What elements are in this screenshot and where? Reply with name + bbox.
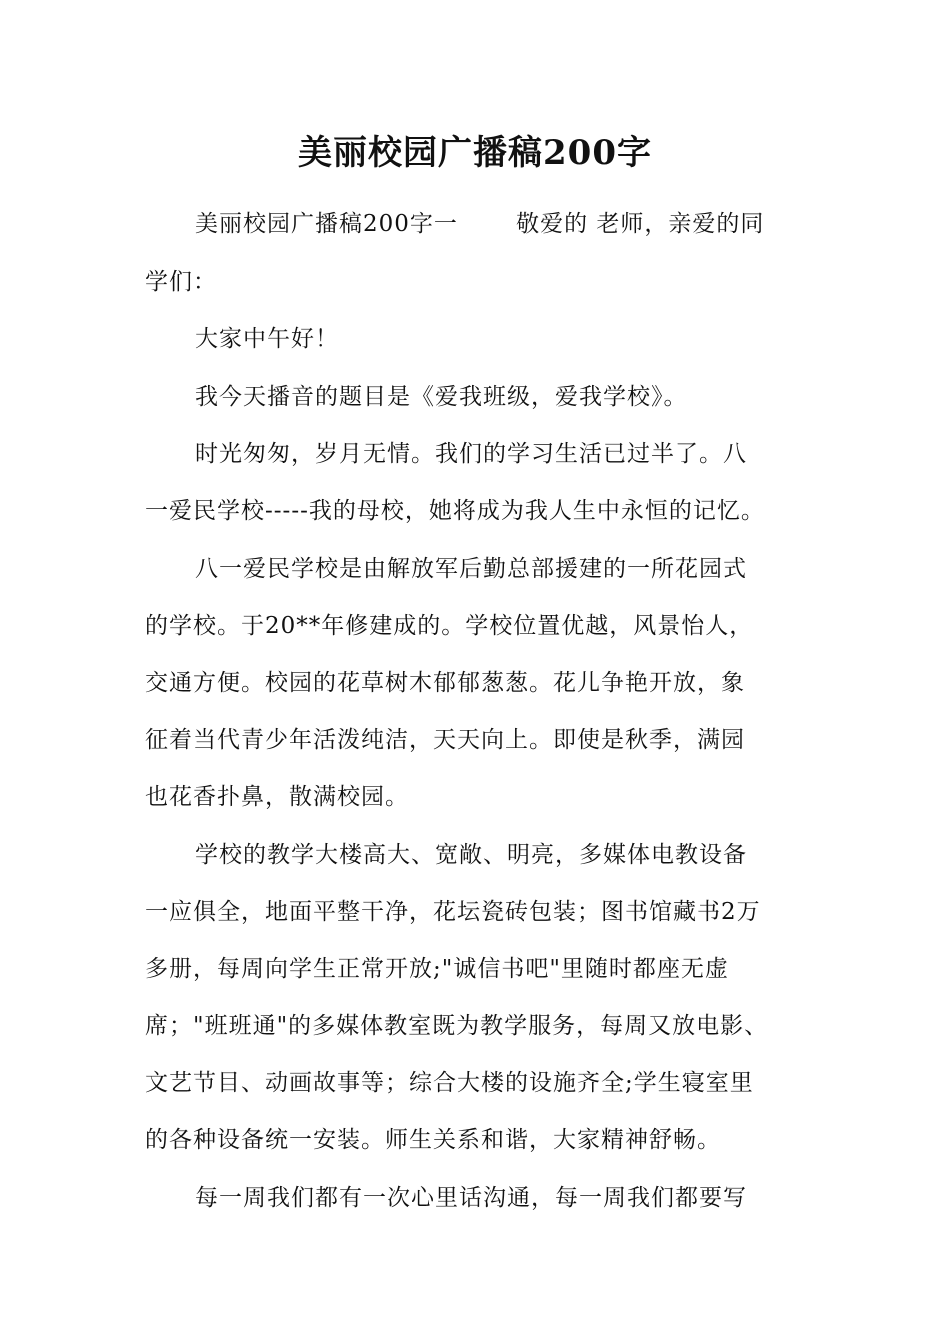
paragraph-line: 交通方便。校园的花草树木郁郁葱葱。花儿争艳开放，象 <box>145 670 745 696</box>
paragraph-line: 学校的教学大楼高大、宽敞、明亮，多媒体电教设备 <box>195 842 747 868</box>
paragraph-line: 也花香扑鼻，散满校园。 <box>145 784 409 810</box>
paragraph-line: 席；"班班通"的多媒体教室既为教学服务，每周又放电影、 <box>145 1013 769 1039</box>
paragraph-line: 文艺节目、动画故事等；综合大楼的设施齐全;学生寝室里 <box>145 1070 754 1096</box>
paragraph-line: 多册，每周向学生正常开放;"诚信书吧"里随时都座无虚 <box>145 956 729 982</box>
paragraph-line: 一应俱全，地面平整干净，花坛瓷砖包装；图书馆藏书2万 <box>145 899 761 925</box>
paragraph-line: 一爱民学校-----我的母校，她将成为我人生中永恒的记忆。 <box>145 498 765 524</box>
paragraph-line: 每一周我们都有一次心里话沟通，每一周我们都要写 <box>195 1185 747 1211</box>
document-title: 美丽校园广播稿200字 <box>298 133 652 173</box>
paragraph-line: 学们： <box>145 269 217 295</box>
paragraph-line: 八一爱民学校是由解放军后勤总部援建的一所花园式 <box>195 556 747 582</box>
paragraph-line: 美丽校园广播稿200字一 敬爱的 老师，亲爱的同 <box>195 211 765 237</box>
paragraph-line: 时光匆匆，岁月无情。我们的学习生活已过半了。八 <box>195 441 747 467</box>
paragraph-line: 大家中午好！ <box>195 326 339 352</box>
paragraph-line: 我今天播音的题目是《爱我班级，爱我学校》。 <box>195 384 688 410</box>
paragraph-line: 的各种设备统一安装。师生关系和谐，大家精神舒畅。 <box>145 1127 721 1153</box>
paragraph-line: 征着当代青少年活泼纯洁，天天向上。即使是秋季，满园 <box>145 727 745 753</box>
paragraph-line: 的学校。于20**年修建成的。学校位置优越，风景怡人， <box>145 613 754 639</box>
